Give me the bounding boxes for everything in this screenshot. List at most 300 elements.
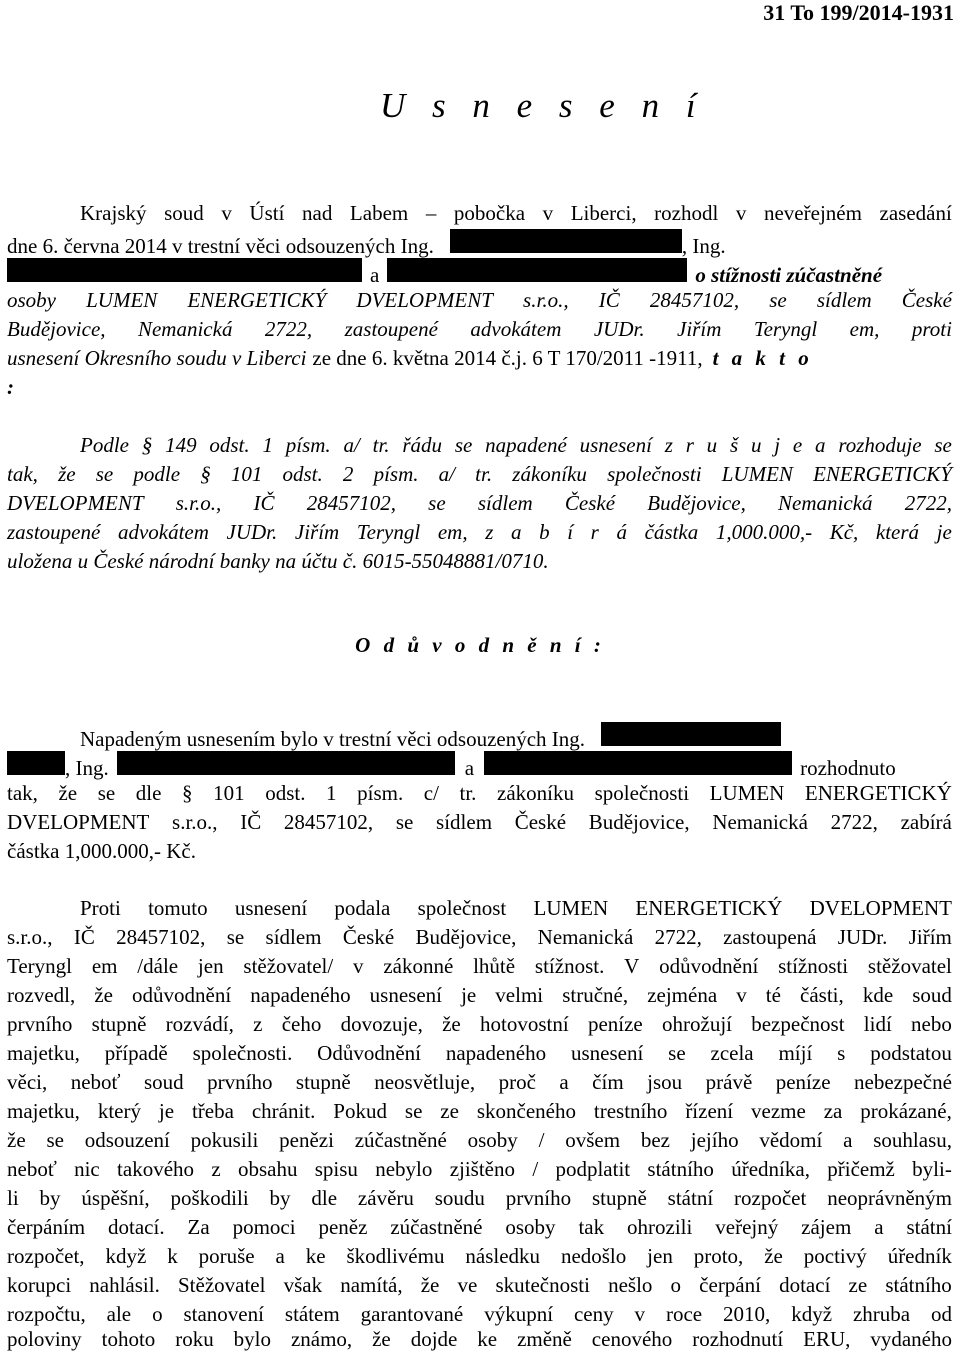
word: 1 [262,433,273,457]
redacted-name [450,229,682,253]
word: zúčastněné [390,1215,483,1239]
word: Nemanická [537,925,634,949]
word: zákoníku [512,462,587,486]
word: LUMEN [533,896,609,920]
intro-line-5 [7,316,952,342]
word: napadeného [250,983,351,1007]
word: který [97,1099,141,1123]
word: však [283,1273,323,1297]
word: rozpočet [734,1186,807,1210]
word: majetku, [7,1099,80,1123]
word: a [843,1128,853,1152]
word: usnesení [570,1041,644,1065]
word: § [200,462,211,486]
word: že [7,1128,26,1152]
word: Budějovice, [7,317,106,341]
word: úředník [887,1244,952,1268]
word: se [395,810,414,834]
word: osoby [467,1128,518,1152]
word: prvního [505,1186,572,1210]
word: dotací. [108,1215,165,1239]
word: napadené [485,433,567,457]
word: § [141,433,153,457]
word: dovozuje, [340,1012,423,1036]
intro-line-4 [7,287,952,313]
word: ke [477,1327,498,1351]
word: IČ [73,925,95,949]
word: rozpočtu, [7,1302,86,1326]
word: soud [912,983,952,1007]
takto-word: t a k t o [712,346,813,370]
word: 149 [165,433,197,457]
para2-line-3 [7,953,952,979]
para2-line-2 [7,924,952,950]
para1-line-3 [7,780,952,806]
word: – [425,201,437,225]
word: že [94,983,113,1007]
word: Budějovice, [588,810,690,834]
word: zjištěno [449,1157,516,1181]
word: Nemanická [712,810,808,834]
word: trestního [593,1099,668,1123]
word: napadeného [445,1041,547,1065]
word: případě [104,1041,168,1065]
word: b [539,520,550,544]
word: že [420,1273,440,1297]
word: LUMEN [721,462,793,486]
word: se [95,462,114,486]
word: IČ [598,288,620,312]
word: společnosti. [192,1041,293,1065]
word: dle [135,781,162,805]
word: skutečnosti [495,1273,590,1297]
verdict-line-5: uložena u České národní banky na účtu č. 6015-55048881/0710. [7,549,549,573]
word: Kč, [829,520,859,544]
word: neoprávněným [827,1186,952,1210]
word: třeba [191,1099,234,1123]
word: 1,000.000,- [715,520,813,544]
word: podle [133,462,181,486]
word: Teryngl [753,317,818,341]
word: š [729,433,739,457]
word: Proti [80,896,121,920]
word: je [936,520,952,544]
word: zasedání [879,201,952,225]
word: v [221,201,232,225]
intro-line-3-and: a [370,263,380,287]
word: advokátem [117,520,209,544]
word: se [226,925,245,949]
intro-line-7: : [7,375,14,399]
word: České [564,491,616,515]
word: zejména [647,983,718,1007]
word: s.r.o., [523,288,569,312]
word: vezme [751,1099,806,1123]
word: čerpáním [7,1215,86,1239]
word: vydaného [870,1327,952,1351]
word: LUMEN [86,288,158,312]
word: osoby [7,288,56,312]
word: odůvodnění [132,983,232,1007]
word: se [769,288,787,312]
word: ENERGETICKÝ [187,288,327,312]
word: se [428,491,446,515]
word: kde [862,983,894,1007]
word: od [931,1302,952,1326]
word: / [532,1157,539,1181]
word: IČ [240,810,262,834]
word: stížnosti [778,954,849,978]
word: nebo [911,1012,952,1036]
word: nedošlo [560,1244,627,1268]
word: tr. [475,462,493,486]
word: u [750,433,762,457]
word: V [624,954,640,978]
reasoning-heading: O d ů v o d n ě n í : [355,633,605,657]
word: korupci [7,1273,72,1297]
word: České [514,810,567,834]
word: obsahu [237,1157,298,1181]
word: rozpočet, [7,1244,85,1268]
word: že [372,1327,391,1351]
para1-line-4 [7,809,952,835]
word: r [685,433,694,457]
word: pobočka [453,201,526,225]
word: poloviny [7,1327,82,1351]
para2-line-5 [7,1011,952,1037]
word: jen [647,1244,673,1268]
word: písm. [285,433,331,457]
word: prvního [207,1070,273,1094]
word: veřejný [715,1215,779,1239]
word: 2 [342,462,354,486]
word: z [253,1012,263,1036]
word: stížnost. [534,954,605,978]
word: která [875,520,920,544]
word: jsou [647,1070,683,1094]
word: té [765,983,781,1007]
word: peníze [775,1070,831,1094]
word: nahlásil. [89,1273,160,1297]
word: řízení [685,1099,734,1123]
word: písm. [357,781,404,805]
word: části, [800,983,844,1007]
word: se [97,781,116,805]
word: u [706,433,718,457]
word: JUDr. [837,925,888,949]
word: známo, [290,1327,353,1351]
word: ENERGETICKÝ [813,462,952,486]
word: že [764,1244,783,1268]
word: státního [885,1273,952,1297]
word: DVELOPMENT [809,896,952,920]
redacted-name [117,751,455,775]
word: usnesení [579,433,652,457]
word: rozvádí, [165,1012,234,1036]
word: a/ [438,462,456,486]
word: poctivý [803,1244,867,1268]
para2-line-16 [7,1326,952,1352]
word: peněz [318,1215,368,1239]
para2-line-9 [7,1127,952,1153]
word: že [58,462,76,486]
word: škodlivému [346,1244,445,1268]
word: České [901,288,952,312]
word: proti [911,317,952,341]
para1-line-2-and: a [464,756,475,780]
word: DVELOPMENT [356,288,493,312]
word: proto, [693,1244,744,1268]
word: neosvětluje, [374,1070,476,1094]
word: stupně [591,1186,647,1210]
word: tak [578,1215,605,1239]
word: stanovení [183,1302,264,1326]
word: se [46,1128,64,1152]
word: nic [74,1157,100,1181]
word: a [510,520,522,544]
word: cenového [591,1327,673,1351]
word: soud [164,201,204,225]
word: osoby [505,1215,556,1239]
word: pomoci [232,1215,296,1239]
word: takového [117,1157,195,1181]
word: státní [906,1215,952,1239]
word: v [735,201,747,225]
word: zastoupená [723,925,817,949]
word: Teryngl [7,954,73,978]
intro-line-6-text: usnesení Okresního soudu v Liberci [7,346,307,370]
word: j [774,433,781,457]
word: souhlasu, [873,1128,952,1152]
para1-line-1 [80,722,952,751]
word: zhruba [852,1302,911,1326]
redacted-name [387,258,687,282]
word: ceny [573,1302,614,1326]
word: proč [498,1070,536,1094]
word: IČ [253,491,275,515]
word: í [567,520,574,544]
word: neboť [70,1070,121,1094]
word: sídlem [436,810,493,834]
para2-line-10 [7,1156,952,1182]
word: v [542,201,554,225]
word: tr. [459,781,477,805]
word: Za [187,1215,210,1239]
word: neboť [7,1157,57,1181]
para1-line-2-ing: , Ing. [65,756,109,780]
word: odůvodnění [659,954,759,978]
word: byli- [912,1157,952,1181]
verdict-line-2 [7,461,952,487]
word: ze [848,1273,868,1297]
word: částka [644,520,699,544]
word: podstatou [870,1041,952,1065]
word: ovšem [565,1128,621,1152]
word: s.r.o., [175,491,222,515]
word: /dále [137,954,179,978]
word: prokázané, [860,1099,952,1123]
word: advokátem [470,317,562,341]
word: pokusili [190,1128,259,1152]
word: roce [665,1302,703,1326]
word: 28457102, [283,810,374,834]
word: zájem [801,1215,852,1239]
word: zákoníku [497,781,574,805]
word: míjí [778,1041,813,1065]
para2-line-6 [7,1040,952,1066]
word: ENERGETICKÝ [804,781,952,805]
word: LUMEN [709,781,785,805]
word: se [668,1041,686,1065]
word: a [874,1215,884,1239]
word: čím [592,1070,624,1094]
word: a [815,433,826,457]
word: usnesení [369,983,442,1007]
word: ve [457,1273,478,1297]
word: namítá, [340,1273,403,1297]
verdict-line-3 [7,490,952,516]
redacted-name [484,751,792,775]
word: je [461,983,477,1007]
word: majetku, [7,1041,80,1065]
word: spisu [314,1157,358,1181]
word: úředníka, [731,1157,810,1181]
word: podplatit [555,1157,631,1181]
word: ze [440,1099,459,1123]
word: DVELOPMENT [7,810,150,834]
word: JUDr. [226,520,278,544]
word: soudu [434,1186,485,1210]
word: se [934,433,952,457]
word: z [485,520,494,544]
word: 101 [213,781,245,805]
word: Liberci, [570,201,637,225]
intro-line-6 [7,345,952,371]
word: Jiřím [908,925,952,949]
word: by [39,1186,61,1210]
document-title: U s n e s e n í [380,86,705,125]
word: zastoupené [344,317,438,341]
word: zastoupené [7,520,101,544]
word: garantované [360,1302,464,1326]
para1-line-2 [7,751,952,780]
word: rozhoduje [838,433,922,457]
para2-line-15 [7,1301,952,1327]
word: em [91,954,118,978]
word: závěru [357,1186,414,1210]
word: sídlem [477,491,533,515]
word: stupně [91,1012,147,1036]
word: Krajský [80,201,147,225]
word: nebezpečné [854,1070,952,1094]
word: c/ [423,781,439,805]
word: bez [640,1128,670,1152]
word: s.r.o., [7,925,53,949]
word: tr. [372,433,390,457]
word: zúčastněné [354,1128,447,1152]
word: Budějovice, [415,925,517,949]
para2-line-4 [7,982,952,1008]
word: 2722, [654,925,702,949]
word: úspěšní, [81,1186,150,1210]
word: že [442,1012,461,1036]
word: v [353,954,364,978]
word: nad [302,201,333,225]
intro-line-2 [7,229,952,258]
word: k [167,1244,178,1268]
redacted-name [7,751,65,775]
word: a [275,1244,285,1268]
intro-line-2-text: dne 6. června 2014 v trestní věci odsouzených Ing. [7,234,434,258]
word: jejího [690,1128,739,1152]
word: podala [334,896,391,920]
word: poškodili [170,1186,249,1210]
para1-line-5: částka 1,000.000,- Kč. [7,839,196,863]
word: DVELOPMENT [7,491,144,515]
word: Podle [80,433,129,457]
word: 101 [230,462,263,486]
para2-line-11 [7,1185,952,1211]
word: § [182,781,193,805]
word: písm. [373,462,419,486]
word: zcela [710,1041,754,1065]
word: bylo [233,1327,271,1351]
word: ale [106,1302,132,1326]
word: s.r.o., [172,810,218,834]
intro-line-3-text: o stížnosti zúčastněné [695,263,883,287]
word: odst. [282,462,323,486]
word: velmi [495,983,544,1007]
word: a [559,1070,569,1094]
word: nešlo [608,1273,653,1297]
word: peníze [587,1012,643,1036]
word: je [158,1099,175,1123]
word: 28457102, [116,925,206,949]
word: v [736,983,747,1007]
word: stěžovatel [867,954,952,978]
word: rozhodnutí [692,1327,784,1351]
word: rozvedl, [7,983,76,1007]
word: sídlem [265,925,322,949]
word: čeho [281,1012,322,1036]
word: bezpečnost [751,1012,845,1036]
word: dotací [779,1273,831,1297]
para2-line-8 [7,1098,952,1124]
verdict-line-1 [80,432,952,458]
word: za [823,1099,843,1123]
word: sídlem [816,288,872,312]
word: Odůvodnění [317,1041,421,1065]
word: poruše [198,1244,255,1268]
word: 2722, [830,810,878,834]
word: dojde [410,1327,458,1351]
word: neveřejném [763,201,862,225]
word: 2722, [264,317,313,341]
word: se [404,1099,423,1123]
intro-line-1 [80,200,952,226]
word: odst. [209,433,250,457]
word: Ústí [249,201,285,225]
word: dle [311,1186,338,1210]
word: o [670,1273,682,1297]
word: s [837,1041,846,1065]
word: soud [143,1070,184,1094]
word: odst. [265,781,306,805]
intro-line-2-suffix: , Ing. [681,234,726,258]
word: Jiřím [294,520,340,544]
word: společnosti [594,781,690,805]
word: vědomí [759,1128,823,1152]
